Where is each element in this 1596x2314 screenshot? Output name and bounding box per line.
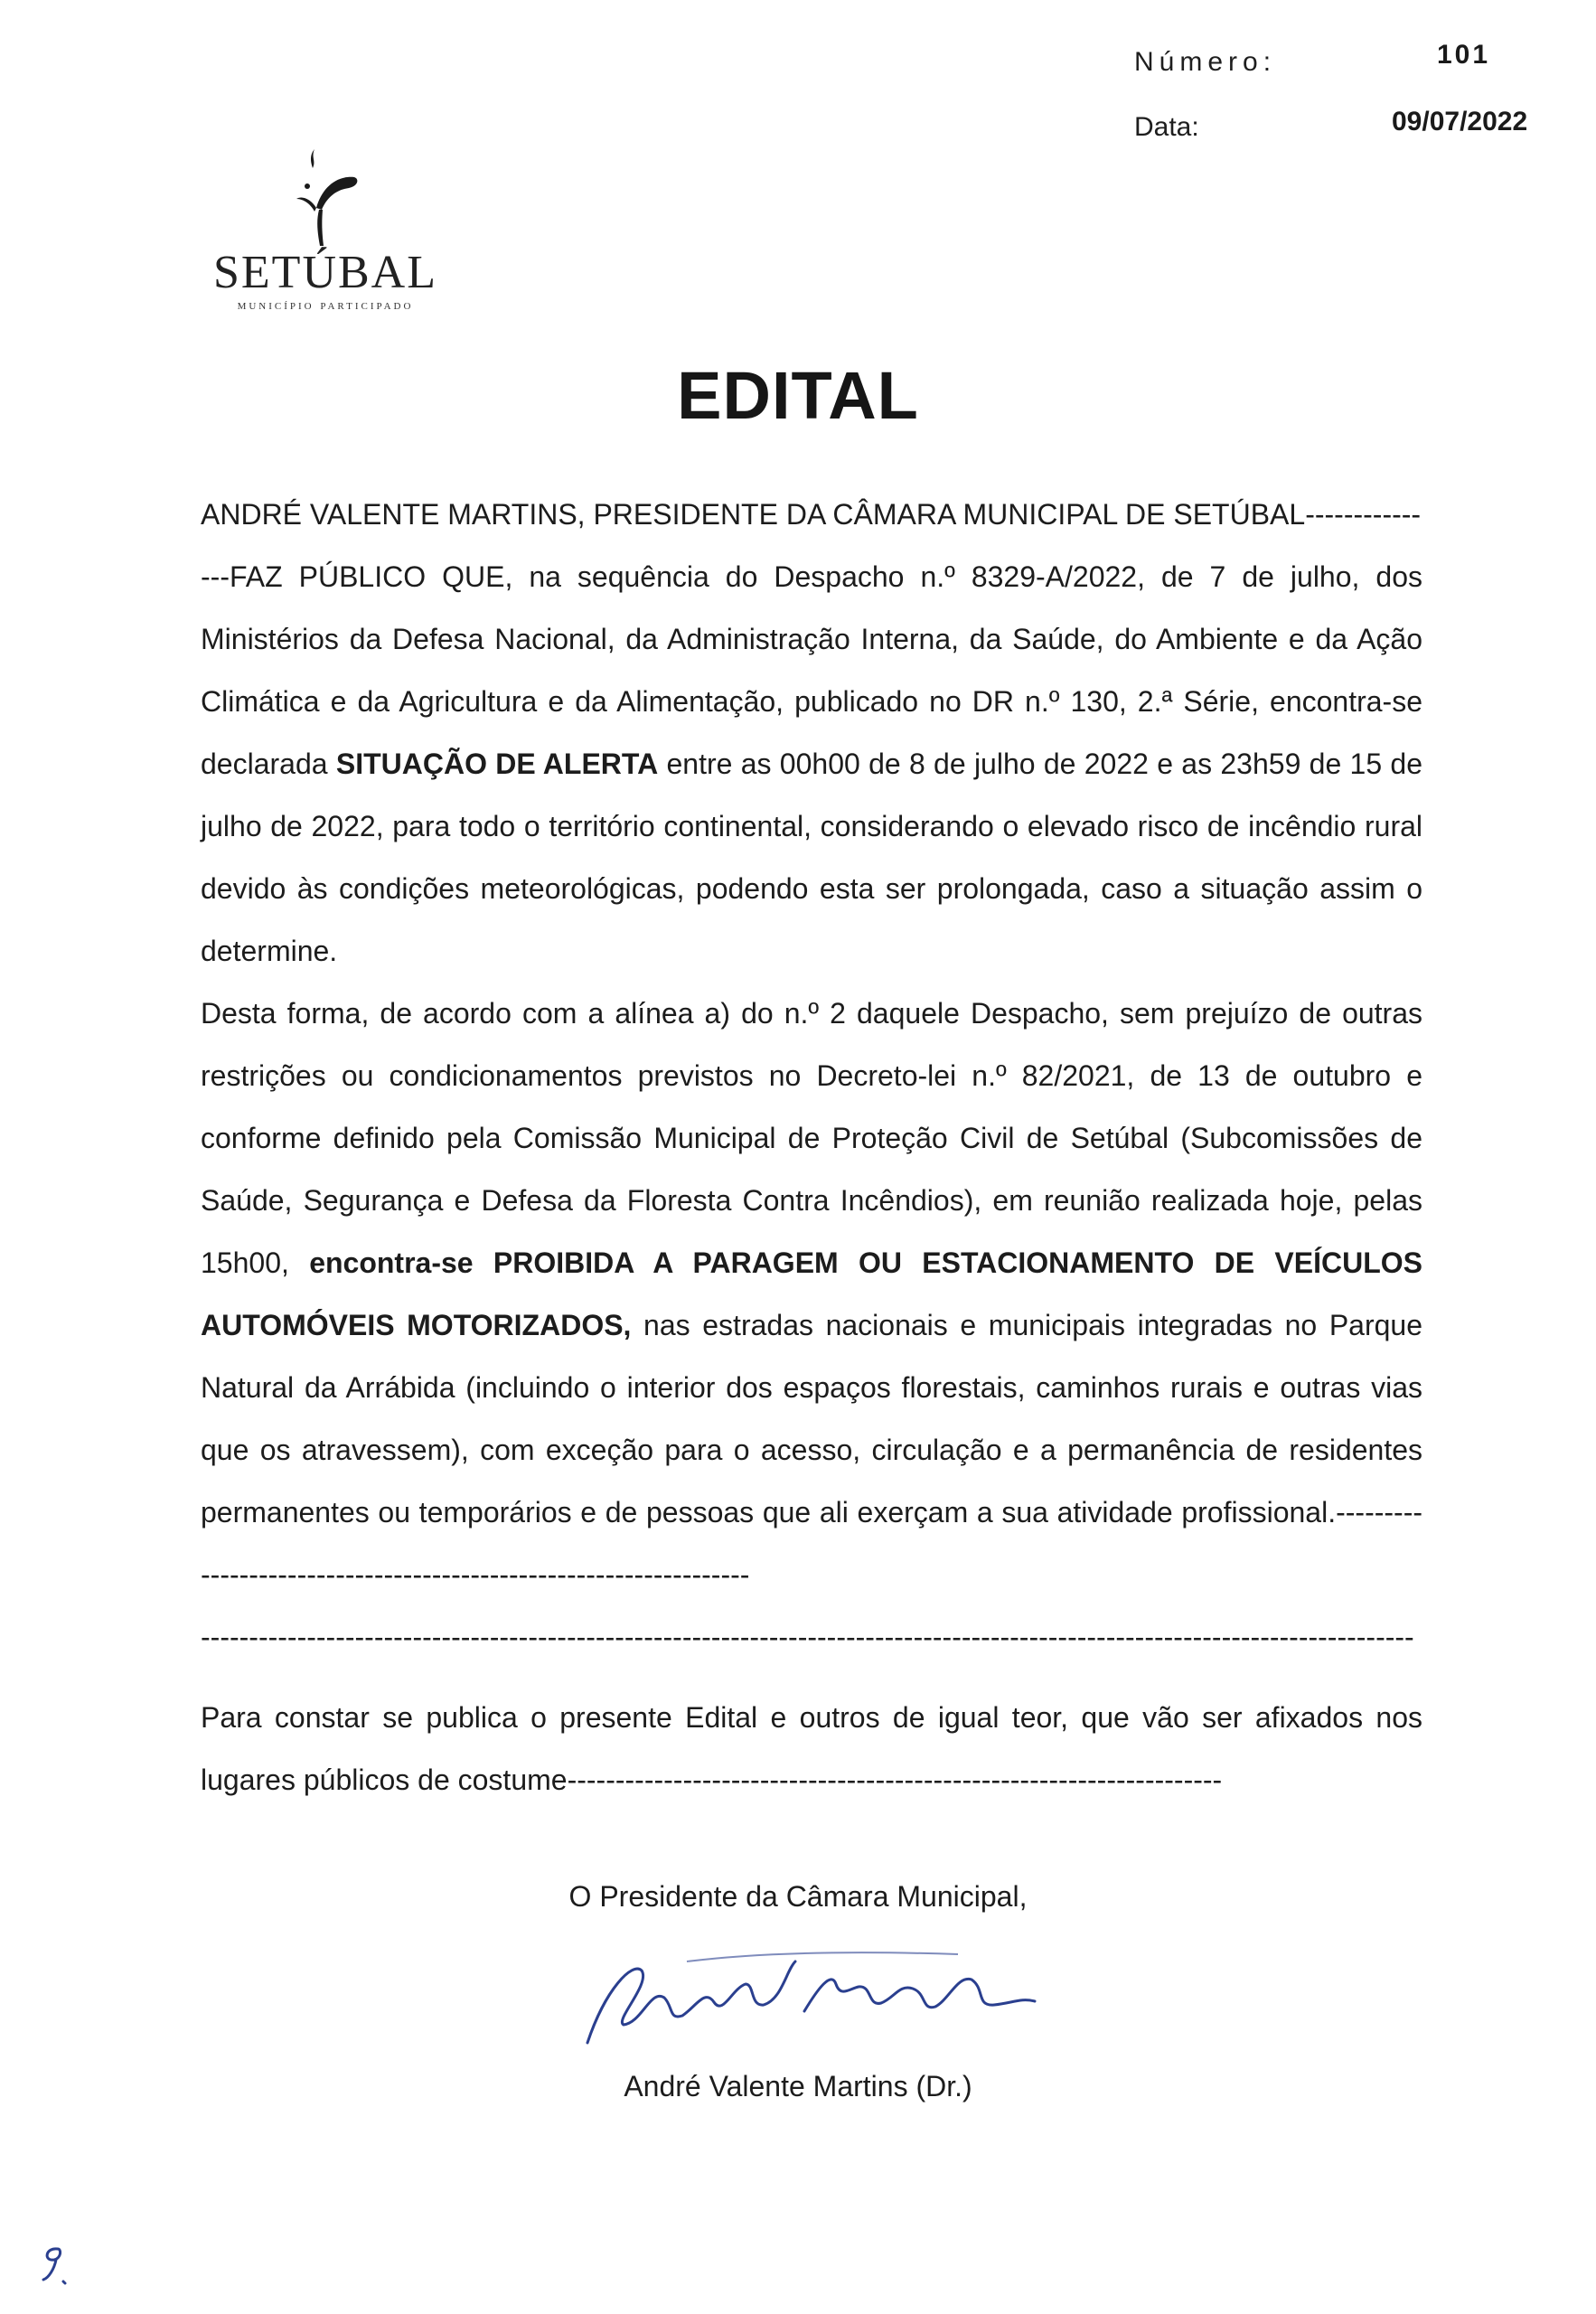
logo-tagline: município participado bbox=[237, 298, 414, 313]
paragraph-publication-text: Para constar se publica o presente Edital e outros de igual teor, que vão ser afixados nos lugares públicos de costume-------------------------------------------------------------------- bbox=[201, 1701, 1422, 1796]
paragraph-prohibition-text-b: nas estradas nacionais e municipais integradas no Parque Natural da Arrábida (incluindo o interior dos espaços florestais, caminhos rurais e outras vias que os atravessem), com exceção para o acesso, circulação e a permanência de residentes permanentes ou temporários e de pessoas que ali exerçam a sua atividade profissional.------------------------------------------------------------------ bbox=[201, 1309, 1423, 1591]
numero-label: Número: bbox=[1134, 47, 1277, 77]
dash-separator: ------------------------------------------------------------------------------------------------------------------------------ bbox=[201, 1621, 1414, 1653]
prohibition-emphasis: encontra-se PROIBIDA A PARAGEM OU ESTACIONAMENTO DE VEÍCULOS AUTOMÓVEIS MOTORIZADOS, bbox=[201, 1246, 1423, 1341]
paragraph-alert-text-b: entre as 00h00 de 8 de julho de 2022 e as 23h59 de 15 de julho de 2022, para todo o território continental, considerando o elevado risco de incêndio rural devido às condições meteorológicas, podendo esta ser prolongada, caso a situação assim o determine. bbox=[201, 748, 1423, 967]
initials-mark bbox=[36, 2242, 72, 2287]
numero-value: 101 bbox=[1437, 40, 1491, 70]
header-line: ANDRÉ VALENTE MARTINS, PRESIDENTE DA CÂMARA MUNICIPAL DE SETÚBAL------------ bbox=[201, 498, 1422, 531]
logo-name: SETÚBAL bbox=[213, 247, 437, 298]
setubal-logo bbox=[203, 145, 447, 316]
paragraph-prohibition bbox=[201, 983, 1422, 1606]
data-label: Data: bbox=[1134, 112, 1199, 142]
closing-line: O Presidente da Câmara Municipal, bbox=[568, 1880, 1028, 1913]
data-value: 09/07/2022 bbox=[1392, 107, 1528, 136]
signer-name: André Valente Martins (Dr.) bbox=[624, 2070, 972, 2102]
signature-mark bbox=[578, 1934, 1048, 2061]
spacer bbox=[201, 1669, 1422, 1687]
alert-emphasis: SITUAÇÃO DE ALERTA bbox=[335, 748, 659, 780]
document-title: EDITAL bbox=[677, 358, 919, 433]
paragraph-alert-text-a: ---FAZ PÚBLICO QUE, na sequência do Despacho n.º 8329-A/2022, de 7 de julho, dos Ministérios da Defesa Nacional, da Administração Interna, da Saúde, do Ambiente e da Ação Climática e da Agricultura e da Alimentação, publicado no DR n.º 130, 2.ª Série, encontra-se declarada bbox=[201, 560, 1422, 780]
paragraph-prohibition-text-a: Desta forma, de acordo com a alínea a) do n.º 2 daquele Despacho, sem prejuízo de outras restrições ou condicionamentos previstos no Decreto-lei n.º 82/2021, de 13 de outubro e conforme definido pela Comissão Municipal de Proteção Civil de Setúbal (Subcomissões de Saúde, Segurança e Defesa da Floresta Contra Incêndios), em reunião realizada hoje, pelas 15h00, bbox=[201, 997, 1422, 1279]
paragraph-publication bbox=[201, 1687, 1422, 1811]
paragraph-alert bbox=[201, 546, 1422, 983]
document-body bbox=[201, 484, 1422, 1811]
logo-fountain-icon bbox=[289, 145, 361, 249]
